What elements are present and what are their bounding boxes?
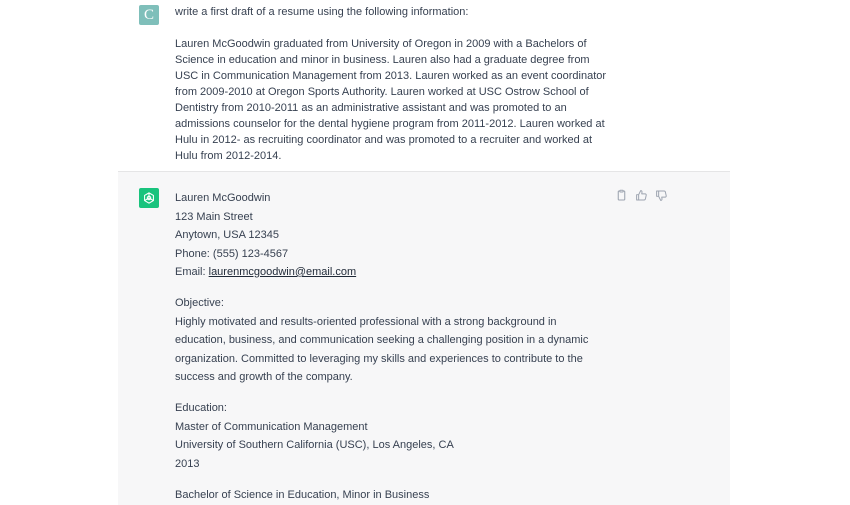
user-message: [0, 0, 850, 171]
education-heading: Education:: [175, 402, 227, 414]
objective-heading: Objective:: [175, 297, 224, 309]
thumbs-up-icon[interactable]: [635, 189, 648, 202]
resume-email-line: [175, 263, 615, 282]
user-prompt: write a first draft of a resume using the following information:: [175, 6, 469, 18]
user-details: Lauren McGoodwin graduated from University of Oregon in 2009 with a Bachelors of Science in education and minor in business. Lauren also had a graduate degree from USC in Communication Management from 2013. Lauren worked as an event coordinator from 2009-2010 at Oregon Sports Authority. Lauren worked at USC Ostrow School of Dentistry from 2010-2011 as an administrative assistant and was promoted to an admissions counselor for the dental hygiene program from 2011-2012. Lauren worked at Hulu in 2012- as recruiting coordinator and was promoted to a recruiter and worked at Hulu from 2012-2014.: [175, 38, 607, 162]
education-school: University of Southern California (USC), Los Angeles, CA: [175, 439, 454, 451]
objective-section: [175, 294, 615, 387]
resume-phone: Phone: (555) 123-4567: [175, 247, 289, 260]
objective-text: Highly motivated and results-oriented professional with a strong background in education, business, and communication seeking a challenging position in a dynamic organization. Committed to leveraging my skills and experiences to contribute to the success and growth of the company.: [175, 315, 589, 383]
resume-email-label: Email:: [175, 266, 209, 278]
user-avatar: [139, 5, 159, 25]
resume-name: Lauren McGoodwin: [175, 192, 271, 204]
user-message-text: [175, 4, 615, 180]
education-degree: Master of Communication Management: [175, 420, 368, 433]
education-entry-2: [175, 486, 615, 505]
education-section: [175, 399, 615, 473]
openai-logo-icon: [142, 191, 156, 205]
user-avatar-letter: C: [143, 7, 154, 23]
resume-email-link[interactable]: laurenmcgoodwin@email.com: [208, 266, 357, 278]
message-actions: [615, 189, 668, 202]
thumbs-down-icon[interactable]: [655, 189, 668, 202]
assistant-avatar: [139, 188, 159, 208]
copy-icon[interactable]: [615, 189, 628, 202]
education-year: 2013: [175, 457, 200, 470]
contact-block: [175, 189, 615, 282]
assistant-message: [118, 171, 730, 505]
education-degree: Bachelor of Science in Education, Minor in Business: [175, 488, 430, 501]
resume-draft: [175, 189, 615, 504]
resume-street: 123 Main Street: [175, 210, 253, 223]
resume-city: Anytown, USA 12345: [175, 229, 279, 241]
